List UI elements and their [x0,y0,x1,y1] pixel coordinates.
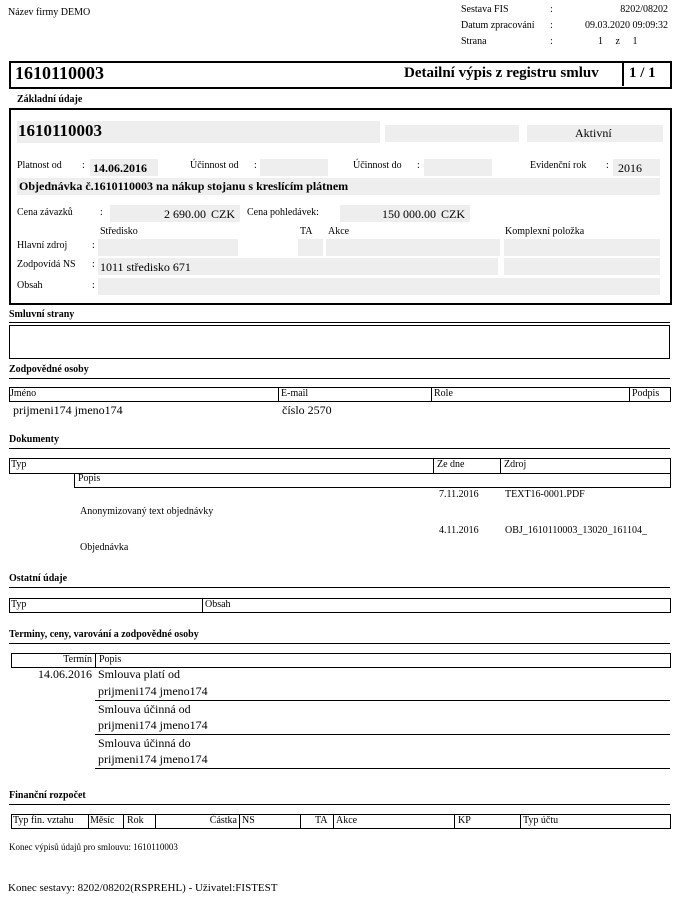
doc-date: 4.11.2016 [439,525,479,536]
evid-label: Evidenční rok [530,160,587,171]
title-divider [622,62,624,86]
termin-person: prijmeni174 jmeno174 [98,718,208,732]
ucinnost-do-field [424,159,492,176]
col-divider [278,387,279,401]
divider [9,378,670,379]
col-komplex: Komplexní položka [505,226,585,237]
col-castka: Částka [209,815,237,826]
doc-date: 7.11.2016 [439,489,479,500]
section-terminy: Terminy, ceny, varování a zodpovědné osoby [9,629,199,640]
col-divider [431,387,432,401]
col-typ-fin: Typ fin. vztahu [13,815,74,826]
zodp-value: 1011 středisko 671 [100,260,191,274]
platnost-value: 14.06.2016 [93,161,147,175]
zodp-label: Zodpovídá NS [17,259,76,270]
col-typ: Typ [11,599,27,610]
osoba-name: prijmeni174 jmeno174 [13,403,123,417]
termin-person: prijmeni174 jmeno174 [98,684,208,698]
col-podpis: Podpis [632,388,660,399]
date-label: Datum zpracování [461,20,535,31]
colon: : [92,280,95,291]
colon: : [550,4,553,15]
divider [9,448,670,449]
cena-pohl-value: 150 000.00 [382,207,436,221]
col-ta: TA [315,815,328,826]
col-divider [300,814,301,828]
doc-desc: Objednávka [80,542,129,553]
obsah-label: Obsah [17,280,43,291]
cena-pohl-currency: CZK [441,207,465,221]
section-dokumenty: Dokumenty [9,434,60,445]
doc-source[interactable]: TEXT16-0001.PDF [505,489,585,500]
colon: : [550,20,553,31]
col-divider [629,387,630,401]
termin-text: Smlouva účinná do [98,736,191,750]
osoba-email: číslo 2570 [282,403,332,417]
col-kp: KP [458,815,471,826]
osoby-header [9,387,671,402]
cena-zav-value: 2 690.00 [164,207,206,221]
termin-text: Smlouva platí od [98,667,180,681]
title-text: Detailní výpis z registru smluv [404,65,599,81]
konec-smlouvy: Konec výpisů údajů pro smlouvu: 1610110003 [9,842,178,852]
col-divider [123,814,124,828]
cena-zav-currency: CZK [211,207,235,221]
colon: : [92,240,95,251]
date-value: 09.03.2020 09:09:32 [584,20,668,31]
hlavni-komplex [504,239,660,256]
report-label: Sestava FIS [461,4,509,15]
col-zedne: Ze dne [437,459,465,470]
divider [9,804,670,805]
hlavni-ta [298,239,323,256]
colon: : [254,160,257,171]
termin-person: prijmeni174 jmeno174 [98,752,208,766]
colon: : [606,160,609,171]
divider [9,643,670,644]
page-value: 1 z 1 [598,36,638,47]
colon: : [100,207,103,218]
col-divider [155,814,156,828]
ucinnost-do-label: Účinnost do [353,160,402,171]
colon: : [82,160,85,171]
colon: : [550,36,553,47]
platnost-label: Platnost od [17,160,62,171]
col-mesic: Měsíc [90,815,115,826]
blank-field [385,125,519,142]
col-obsah: Obsah [205,599,231,610]
col-divider [433,458,434,473]
col-jmeno: Jméno [10,388,37,399]
col-divider [454,814,455,828]
page-label: Strana [461,36,487,47]
col-divider [520,814,521,828]
section-smluvni: Smluvní strany [9,309,75,320]
cena-pohl-label: Cena pohledávek: [247,207,319,218]
col-zdroj: Zdroj [504,459,527,470]
colon: : [92,259,95,270]
obsah-field [98,278,660,295]
termin-date: 14.06.2016 [38,667,92,681]
hlavni-akce [326,239,500,256]
contract-number: 1610110003 [18,121,103,140]
col-divider [333,814,334,828]
col-popis: Popis [78,473,101,484]
termin-text: Smlouva účinná od [98,702,191,716]
status-badge: Aktivní [575,126,612,140]
row-divider [95,734,670,735]
title-page: 1 / 1 [629,65,656,81]
col-divider [239,814,240,828]
report-value: 8202/08202 [620,4,668,15]
divider [9,322,670,323]
zodp-extra [504,258,660,275]
row-divider [95,700,670,701]
col-stredisko: Středisko [100,226,138,237]
colon: : [417,160,420,171]
hlavni-label: Hlavní zdroj [17,240,68,251]
col-role: Role [434,388,453,399]
konec-sestavy: Konec sestavy: 8202/08202(RSPREHL) - Uživatel:FISTEST [8,882,278,894]
col-ns: NS [242,815,255,826]
contract-subject: Objednávka č.1610110003 na nákup stojanu s kreslícím plátnem [19,179,349,193]
section-financni: Finanční rozpočet [9,790,86,801]
section-osoby: Zodpovědné osoby [9,364,89,375]
popis-header [74,473,671,488]
col-akce: Akce [336,815,358,826]
title-number: 1610110003 [15,63,105,83]
ucinnost-field [260,159,328,176]
divider [9,587,670,588]
col-email: E-mail [281,388,309,399]
smluvni-box [9,325,670,359]
col-typ-uctu: Typ účtu [523,815,559,826]
ostatni-header [9,598,671,613]
col-rok: Rok [127,815,144,826]
col-termin: Termín [63,654,92,665]
col-akce: Akce [328,226,350,237]
col-divider [202,598,203,612]
col-typ: Typ [11,459,27,470]
evid-value: 2016 [618,161,642,175]
dokumenty-header [9,458,671,474]
col-divider [95,653,96,667]
hlavni-stredisko [98,239,238,256]
section-zakladni: Základní údaje [17,94,83,105]
col-divider [500,458,501,473]
company-name: Název firmy DEMO [8,7,91,18]
doc-desc: Anonymizovaný text objednávky [80,506,214,517]
section-ostatni: Ostatní údaje [9,573,68,584]
col-popis: Popis [99,654,122,665]
row-divider [95,768,670,769]
col-ta: TA [300,226,313,237]
col-divider [88,814,89,828]
cena-zav-label: Cena závazků [17,207,73,218]
doc-source[interactable]: OBJ_1610110003_13020_161104_ [505,525,648,536]
ucinnost-label: Účinnost od [190,160,239,171]
